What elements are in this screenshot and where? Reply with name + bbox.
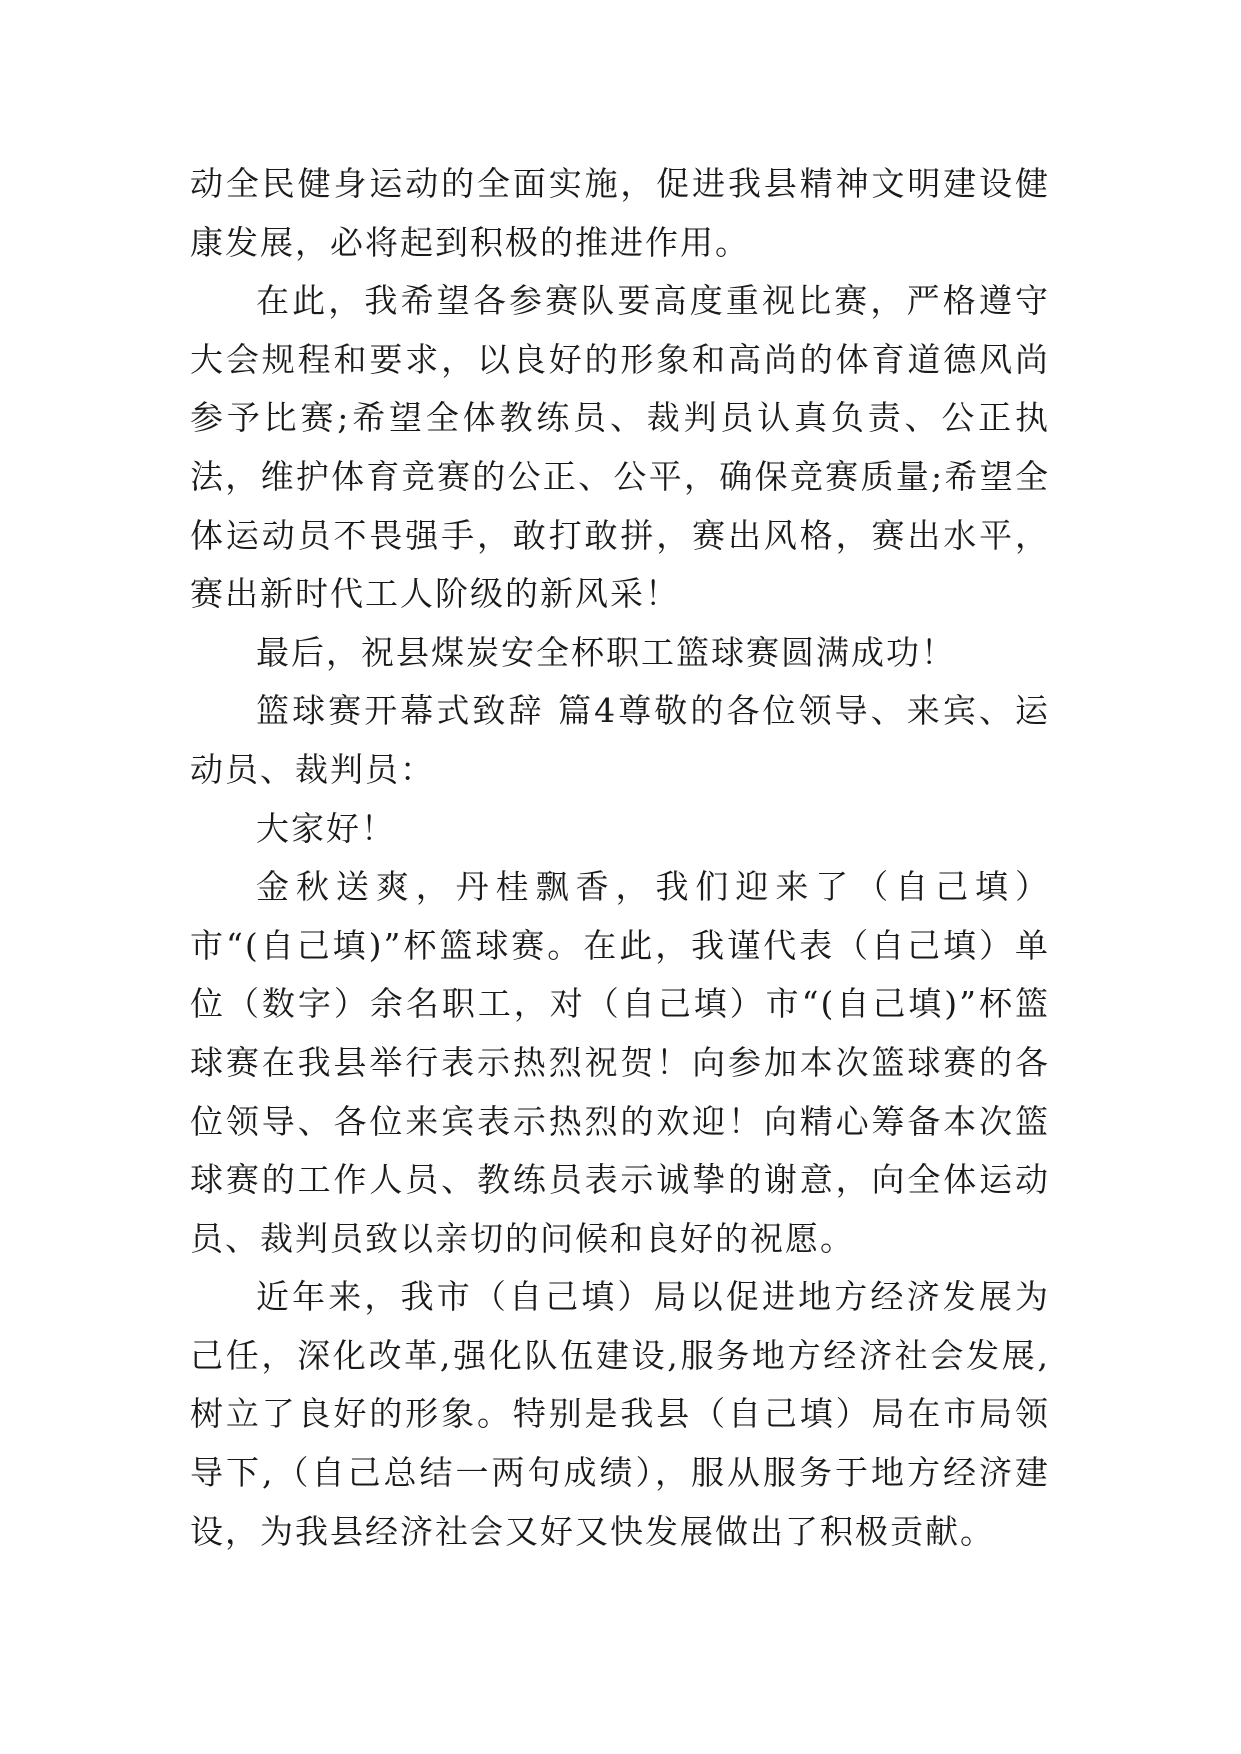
paragraph-2: 在此，我希望各参赛队要高度重视比赛，严格遵守大会规程和要求，以良好的形象和高尚的体育道德风尚参予比赛;希望全体教练员、裁判员认真负责、公正执法，维护体育竞赛的公正、公平，确保竞赛质量;希望全体运动员不畏强手，敢打敢拼，赛出风格，赛出水平，赛出新时代工人阶级的新风采！ [190,281,1050,614]
document-body [190,155,1050,1561]
paragraph-7: 近年来，我市（自己填）局以促进地方经济发展为己任，深化改革,强化队伍建设,服务地方经济社会发展,树立了良好的形象。特别是我县（自己填）局在市局领导下,（自己总结一两句成绩），服从服务于地方经济建设，为我县经济社会又好又快发展做出了积极贡献。 [190,1277,1050,1551]
paragraph-5: 大家好！ [256,808,396,848]
paragraph-4: 篮球赛开幕式致辞 篇4尊敬的各位领导、来宾、运动员、裁判员： [190,691,1050,789]
paragraph-1: 动全民健身运动的全面实施，促进我县精神文明建设健康发展，必将起到积极的推进作用。 [190,164,1050,262]
paragraph-3: 最后，祝县煤炭安全杯职工篮球赛圆满成功！ [256,632,956,672]
paragraph-6: 金秋送爽，丹桂飘香，我们迎来了（自己填）市“(自己填)”杯篮球赛。在此，我谨代表（自己填）单位（数字）余名职工，对（自己填）市“(自己填)”杯篮球赛在我县举行表示热烈祝贺！向参加本次篮球赛的各位领导、各位来宾表示热烈的欢迎！向精心筹备本次篮球赛的工作人员、教练员表示诚挚的谢意，向全体运动员、裁判员致以亲切的问候和良好的祝愿。 [190,867,1050,1258]
